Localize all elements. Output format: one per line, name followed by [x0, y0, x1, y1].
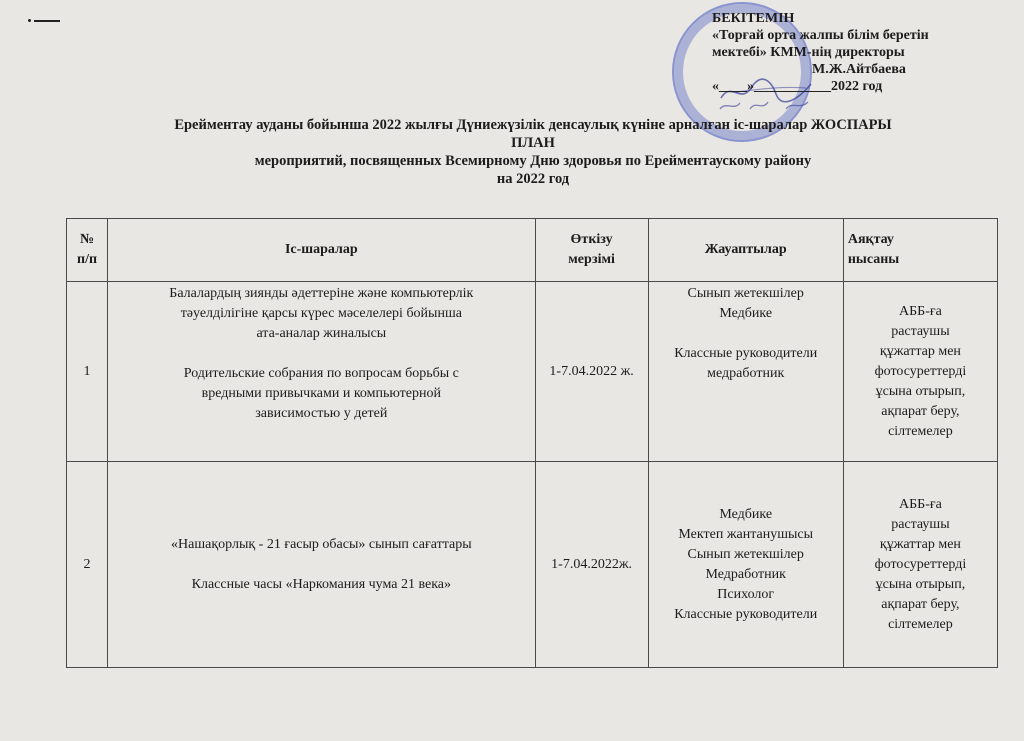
responsible-line: Мектеп жантанушысы: [678, 526, 814, 542]
form-line: құжаттар мен: [879, 536, 961, 552]
approval-school: «Торғай орта жалпы білім беретін: [712, 28, 929, 43]
form-line: сілтемелер: [888, 423, 953, 439]
row-activity: [108, 282, 535, 462]
approval-director-name: М.Ж.Айтбаева: [812, 62, 906, 77]
responsible-line: Медбике: [719, 506, 773, 522]
form-line: растаушы: [891, 516, 950, 532]
form-line: фотосуреттерді: [874, 556, 967, 572]
responsible-line: медработник: [707, 366, 785, 381]
table-header-row: [67, 219, 998, 282]
handwritten-date: [716, 97, 826, 113]
scan-mark-dash: [34, 20, 60, 22]
row-activity: [108, 462, 535, 668]
activity-ru-line: Классные часы «Наркомания чума 21 века»: [191, 576, 452, 592]
row-number: 1: [67, 282, 108, 462]
form-line: растаушы: [891, 323, 950, 339]
document-title: [60, 116, 1006, 188]
activity-ru-line: зависимостью у детей: [255, 406, 388, 421]
activity-kz-line: «Нашақорлық - 21 ғасыр обасы» сынып сағаттары: [171, 536, 472, 552]
header-form-line2: нысаны: [847, 252, 900, 267]
title-plan: ПЛАН: [511, 135, 555, 151]
table-row: [67, 462, 998, 668]
activity-kz-line: Балалардың зиянды әдеттеріне және компьютерлік: [169, 286, 474, 301]
approval-position: мектебі» КММ-нің директоры: [712, 45, 905, 60]
title-year: на 2022 год: [496, 171, 570, 187]
row-form: [843, 462, 997, 668]
title-ru: мероприятий, посвященных Всемирному Дню здоровья по Ерейментаускому району: [254, 153, 812, 169]
header-responsible: Жауаптылар: [648, 219, 843, 282]
responsible-line: Медбике: [719, 306, 773, 321]
header-number: [67, 219, 108, 282]
row-deadline: 1-7.04.2022 ж.: [535, 282, 648, 462]
approval-block: [712, 10, 1012, 95]
row-form: [843, 282, 997, 462]
form-line: АББ-ға: [899, 496, 942, 512]
responsible-line: Сынып жетекшілер: [687, 286, 804, 301]
form-line: құжаттар мен: [879, 343, 961, 359]
responsible-line: Классные руководители: [674, 346, 818, 361]
form-line: ақпарат беру,: [881, 596, 960, 612]
form-line: сілтемелер: [888, 616, 953, 632]
header-deadline-line2: мерзімі: [568, 252, 615, 267]
responsible-line: Классные руководители: [674, 606, 818, 622]
header-activities: Іс-шаралар: [108, 219, 535, 282]
header-deadline-line1: Өткізу: [570, 232, 613, 247]
header-form: [843, 219, 997, 282]
title-kz: Ерейментау ауданы бойынша 2022 жылғы Дүниежүзілік денсаулық күніне арналған іс-шаралар ЖОСПАРЫ: [174, 117, 892, 133]
events-table: [66, 218, 998, 668]
form-line: ақпарат беру,: [881, 403, 960, 419]
form-line: фотосуреттерді: [874, 363, 967, 379]
scan-mark-dot: [28, 19, 31, 22]
form-line: ұсына отырып,: [875, 383, 966, 399]
activity-ru-line: Родительские собрания по вопросам борьбы с: [183, 366, 459, 381]
activity-kz-line: ата-аналар жиналысы: [256, 326, 387, 341]
approval-heading: БЕКІТЕМІН: [712, 11, 795, 26]
responsible-line: Психолог: [717, 586, 775, 602]
row-responsible: [648, 462, 843, 668]
approval-date: «____»___________2022 год: [712, 79, 883, 94]
responsible-line: Медработник: [705, 566, 786, 582]
form-line: ұсына отырып,: [875, 576, 966, 592]
activity-kz-line: тәуелділігіне қарсы күрес мәселелері бойынша: [180, 306, 462, 321]
activity-ru-line: вредными привычками и компьютерной: [201, 386, 441, 401]
row-deadline: 1-7.04.2022ж.: [535, 462, 648, 668]
table-row: [67, 282, 998, 462]
row-responsible: [648, 282, 843, 462]
header-deadline: [535, 219, 648, 282]
header-number-symbol: №: [80, 232, 95, 247]
header-number-label: п/п: [77, 252, 98, 267]
form-line: АББ-ға: [899, 303, 942, 319]
header-form-line1: Аяқтау: [847, 232, 894, 247]
responsible-line: Сынып жетекшілер: [687, 546, 804, 562]
row-number: 2: [67, 462, 108, 668]
